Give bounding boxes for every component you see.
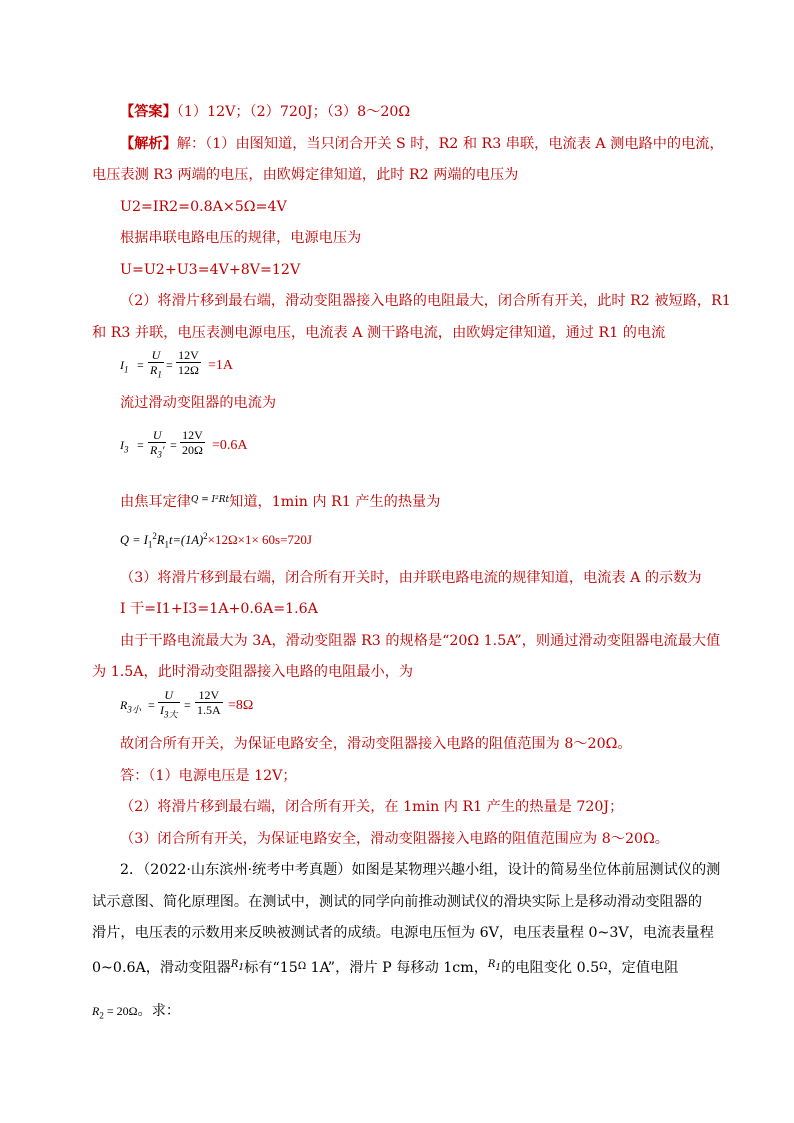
analysis-line-14: 故闭合所有开关，为保证电路安全，滑动变阻器接入电路的阻值范围为 8～20Ω。 bbox=[120, 736, 632, 752]
question2-line-5: $R_2 = 20\Omega$。求： bbox=[92, 1003, 181, 1021]
answer-text: （1）12V；（2）720J；（3）8～20Ω bbox=[176, 104, 411, 120]
answer-summary-2: （2）将滑片移到最右端，闭合所有开关，在 1min 内 R1 产生的热量是 720J； bbox=[120, 799, 624, 815]
analysis-line-6: （2）将滑片移到最右端，滑动变阻器接入电路的电阻最大，闭合所有开关，此时 R2 被短路，R1 bbox=[120, 293, 731, 309]
analysis-eq-itotal: I 干=I1+I3=1A+0.6A=1.6A bbox=[120, 601, 318, 617]
equation-i1: $I_1$ = U $R_1$ = 12V 12Ω =1A bbox=[120, 348, 234, 380]
joule-formula-inline: Q = I²Rt bbox=[190, 495, 230, 505]
analysis-tag: 【解析】 bbox=[120, 136, 177, 152]
question2-line-4: 0~0.6A，滑动变阻器$^{R_1}$标有“$15^\Omega$ 1A”，滑片 P 每移动 1cm，$^{R_1}$的电阻变化 $0.5^\Omega$，定值电阻 bbox=[92, 959, 679, 976]
answer-tag: 【答案】 bbox=[120, 104, 177, 120]
analysis-line-4: 根据串联电路电压的规律，电源电压为 bbox=[120, 230, 362, 246]
analysis-line-2: 电压表测 R3 两端的电压，由欧姆定律知道，此时 R2 两端的电压为 bbox=[92, 167, 519, 183]
r2-equation: $R_2 = 20\Omega$ bbox=[92, 1004, 138, 1021]
answer-line bbox=[120, 102, 410, 122]
answer-summary-3: （3）闭合所有开关，为保证电路安全，滑动变阻器接入电路的阻值范围应为 8～20Ω。 bbox=[120, 831, 669, 847]
r1-symbol-2: R1 bbox=[487, 959, 502, 973]
analysis-eq-u: U=U2+U3=4V+8V=12V bbox=[120, 262, 301, 278]
analysis-joule-line: 由焦耳定律$^{Q = I^2Rt}$知道，1min 内 R1 产生的热量为 bbox=[120, 494, 441, 510]
answer-summary-1: 答：（1）电源电压是 12V； bbox=[120, 768, 297, 784]
analysis-line-10: （3）将滑片移到最右端，闭合所有开关时，由并联电路电流的规律知道，电流表 A 的示数为 bbox=[120, 570, 702, 586]
analysis-line-13: 为 1.5A，此时滑动变阻器接入电路的电阻最小，为 bbox=[92, 664, 414, 680]
analysis-eq-u2: U2=IR2=0.8A×5Ω=4V bbox=[120, 199, 287, 215]
analysis-line-7: 和 R3 并联，电压表测电源电压，电流表 A 测干路电流，由欧姆定律知道，通过 R1 的电流 bbox=[92, 325, 666, 341]
r1-symbol: R1 bbox=[230, 959, 245, 973]
analysis-line-1: 【解析】解：（1）由图知道，当只闭合开关 S 时，R2 和 R3 串联，电流表 A 测电路中的电流， bbox=[120, 136, 724, 152]
question2-line-1: 2．（2022·山东滨州·统考中考真题）如图是某物理兴趣小组，设计的简易坐位体前屈测试仪的测 bbox=[120, 862, 721, 878]
analysis-line-12: 由于干路电流最大为 3A，滑动变阻器 R3 的规格是“20Ω 1.5A”，则通过滑动变阻器电流最大值 bbox=[120, 633, 721, 649]
analysis-line-8: 流过滑动变阻器的电流为 bbox=[120, 395, 277, 411]
equation-i3: $I_3$ = U $R_3'$ = 12V 20Ω =0.6A bbox=[120, 428, 248, 460]
question2-line-2: 试示意图、简化原理图。在测试中，测试的同学向前推动测试仪的滑块实际上是移动滑动变阻器的 bbox=[92, 894, 703, 910]
question2-line-3: 滑片，电压表的示数用来反映被测试者的成绩。电源电压恒为 6V，电压表量程 0~3V，电流表量程 bbox=[92, 925, 714, 941]
equation-heat: $Q = I_1^2R_1t=(1A)^2\times 12\Omega\times 1\times 60s=720J$ bbox=[120, 531, 312, 550]
equation-r3-min: $R_{3小}$ = U $I_{3大}$ = 12V 1.5A =8Ω bbox=[120, 688, 254, 720]
